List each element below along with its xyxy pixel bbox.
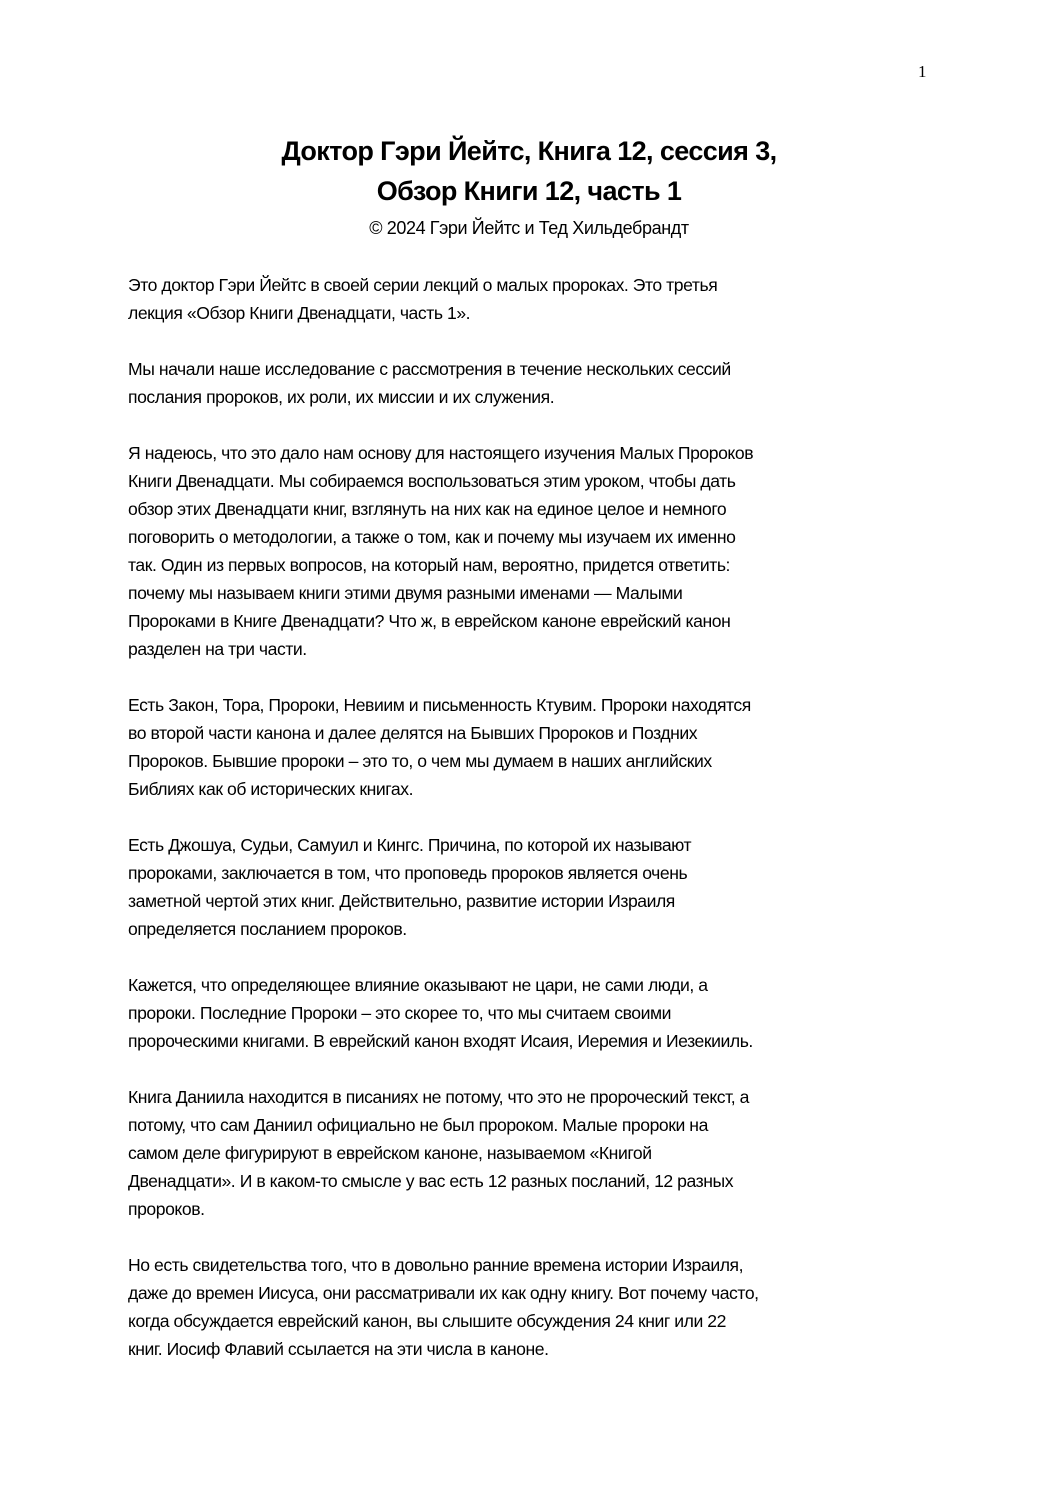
text-line: Есть Закон, Тора, Пророки, Невиим и письменность Ктувим. Пророки находятся xyxy=(128,695,751,715)
document-title-line-2: Обзор Книги 12, часть 1 xyxy=(376,176,682,206)
document-body xyxy=(128,271,958,1391)
text-line: почему мы называем книги этими двумя разными именами — Малыми xyxy=(128,583,683,603)
text-line: когда обсуждается еврейский канон, вы слышите обсуждения 24 книг или 22 xyxy=(128,1311,726,1331)
text-line: даже до времен Иисуса, они рассматривали их как одну книгу. Вот почему часто, xyxy=(128,1283,759,1303)
text-line: пророками, заключается в том, что проповедь пророков является очень xyxy=(128,863,688,883)
text-line: лекция «Обзор Книги Двенадцати, часть 1». xyxy=(128,303,471,323)
copyright-notice: © 2024 Гэри Йейтс и Тед Хильдебрандт xyxy=(369,218,689,238)
text-line: поговорить о методологии, а также о том, как и почему мы изучаем их именно xyxy=(128,527,736,547)
paragraph xyxy=(128,1251,958,1363)
text-line: заметной чертой этих книг. Действительно, развитие истории Израиля xyxy=(128,891,675,911)
paragraph xyxy=(128,831,958,943)
paragraph xyxy=(128,971,958,1055)
text-line: Пророков. Бывшие пророки – это то, о чем мы думаем в наших английских xyxy=(128,751,712,771)
paragraph xyxy=(128,271,958,327)
text-line: обзор этих Двенадцати книг, взглянуть на них как на единое целое и немного xyxy=(128,499,727,519)
text-line: книг. Иосиф Флавий ссылается на эти числа в каноне. xyxy=(128,1339,549,1359)
text-line: пророки. Последние Пророки – это скорее то, что мы считаем своими xyxy=(128,1003,672,1023)
text-line: Кажется, что определяющее влияние оказывают не цари, не сами люди, а xyxy=(128,975,708,995)
text-line: пророческими книгами. В еврейский канон входят Исаия, Иеремия и Иезекииль. xyxy=(128,1031,753,1051)
text-line: самом деле фигурируют в еврейском каноне, называемом «Книгой xyxy=(128,1143,652,1163)
paragraph xyxy=(128,691,958,803)
text-line: пророков. xyxy=(128,1199,205,1219)
document-title-line-1: Доктор Гэри Йейтс, Книга 12, сессия 3, xyxy=(281,136,777,166)
text-line: Книги Двенадцати. Мы собираемся воспользоваться этим уроком, чтобы дать xyxy=(128,471,736,491)
text-line: Есть Джошуа, Судьи, Самуил и Кингс. Причина, по которой их называют xyxy=(128,835,692,855)
text-line: послания пророков, их роли, их миссии и их служения. xyxy=(128,387,555,407)
text-line: Библиях как об исторических книгах. xyxy=(128,779,414,799)
paragraph xyxy=(128,439,958,663)
text-line: потому, что сам Даниил официально не был пророком. Малые пророки на xyxy=(128,1115,708,1135)
page-number: 1 xyxy=(918,62,927,81)
text-line: определяется посланием пророков. xyxy=(128,919,407,939)
text-line: Двенадцати». И в каком-то смысле у вас есть 12 разных посланий, 12 разных xyxy=(128,1171,734,1191)
text-line: разделен на три части. xyxy=(128,639,307,659)
text-line: Пророками в Книге Двенадцати? Что ж, в еврейском каноне еврейский канон xyxy=(128,611,731,631)
text-line: Это доктор Гэри Йейтс в своей серии лекций о малых пророках. Это третья xyxy=(128,275,718,295)
paragraph xyxy=(128,1083,958,1223)
text-line: Книга Даниила находится в писаниях не потому, что это не пророческий текст, а xyxy=(128,1087,749,1107)
text-line: так. Один из первых вопросов, на который нам, вероятно, придется ответить: xyxy=(128,555,730,575)
paragraph xyxy=(128,355,958,411)
text-line: Мы начали наше исследование с рассмотрения в течение нескольких сессий xyxy=(128,359,731,379)
text-line: во второй части канона и далее делятся на Бывших Пророков и Поздних xyxy=(128,723,698,743)
text-line: Но есть свидетельства того, что в довольно ранние времена истории Израиля, xyxy=(128,1255,744,1275)
text-line: Я надеюсь, что это дало нам основу для настоящего изучения Малых Пророков xyxy=(128,443,754,463)
